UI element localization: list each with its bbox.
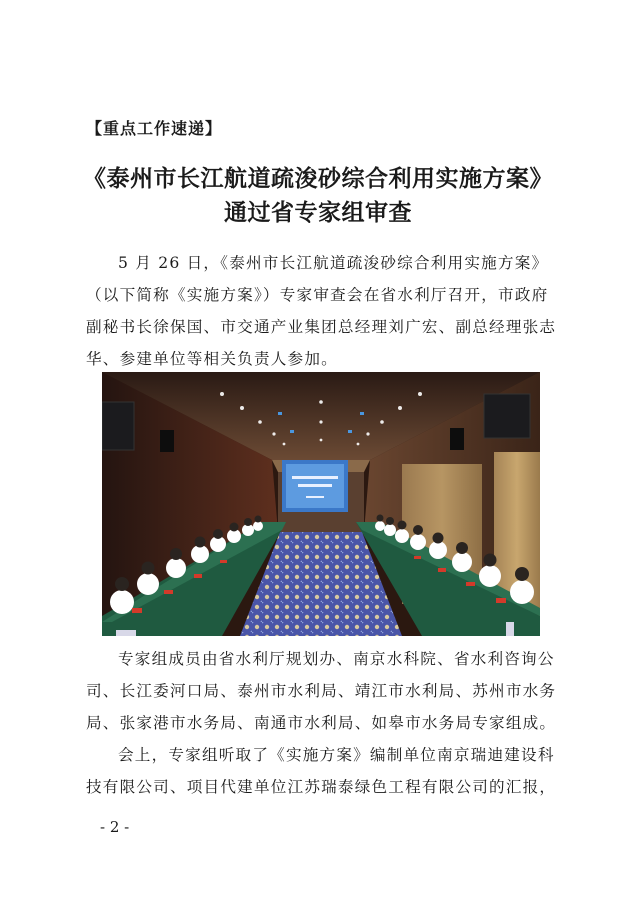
- section-tag: 【重点工作速递】: [86, 119, 223, 138]
- paragraph-1-line: 副秘书长徐保国、市交通产业集团总经理刘广宏、副总经理张志: [86, 318, 556, 336]
- paragraph-2-line: 专家组成员由省水利厅规划办、南京水科院、省水利咨询公: [118, 650, 555, 668]
- paragraph-3-line: 会上，专家组听取了《实施方案》编制单位南京瑞迪建设科: [118, 746, 555, 764]
- page-number: - 2 -: [100, 818, 130, 836]
- paragraph-3-line: 技有限公司、项目代建单位江苏瑞泰绿色工程有限公司的汇报，: [86, 778, 556, 796]
- paragraph-2-line: 局、张家港市水务局、南通市水利局、如皋市水务局专家组成。: [86, 714, 556, 732]
- paragraph-1: [86, 247, 556, 375]
- paragraph-1-line: 5 月 26 日，《泰州市长江航道疏浚砂综合利用实施方案》: [118, 254, 549, 272]
- paragraph-2-line: 司、长江委河口局、泰州市水利局、靖江市水利局、苏州市水务: [86, 682, 556, 700]
- paragraph-3: [86, 739, 556, 803]
- title-line-2: 通过省专家组审查: [224, 199, 412, 226]
- paragraph-1-line: （以下简称《实施方案》）专家审查会在省水利厅召开，市政府: [86, 286, 549, 304]
- paragraph-2: [86, 643, 556, 739]
- meeting-photo: [102, 372, 540, 636]
- title-line-1: 《泰州市长江航道疏浚砂综合利用实施方案》: [83, 165, 553, 192]
- paragraph-1-line: 华、参建单位等相关负责人参加。: [86, 350, 338, 368]
